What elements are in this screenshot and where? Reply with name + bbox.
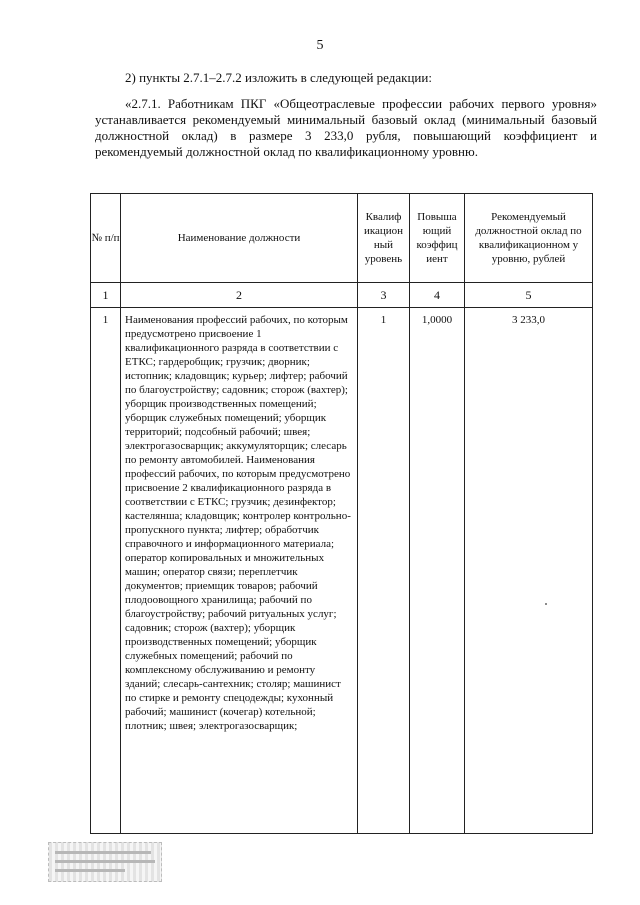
header-number: № п/п xyxy=(91,194,121,283)
row-number: 1 xyxy=(91,308,121,834)
scan-speck xyxy=(545,603,547,605)
intro-line: 2) пункты 2.7.1–2.7.2 изложить в следующей редакции: xyxy=(125,70,432,85)
column-number: 2 xyxy=(121,283,358,308)
header-coefficient: Повыша ющий коэффиц иент xyxy=(410,194,465,283)
faded-stamp xyxy=(48,842,162,882)
clause-text: «2.7.1. Работникам ПКГ «Общеотраслевые профессии рабочих первого уровня» устанавливается рекомендуемый минимальный базовый оклад (минимальный базовый должностной оклад) в размере 3 233,0 рубля, повышающий коэффициент и рекомендуемый должностной оклад по квалификационному уровню. xyxy=(95,96,597,159)
row-position-names: Наименования профессий рабочих, по которым предусмотрено присвоение 1 квалификационного разряда в соответствии с ЕТКС; гардеробщик; грузчик; дворник; истопник; кладовщик; курьер; лифтер; рабочий по благоустройству; садовник; сторож (вахтер); уборщик производственных помещений; уборщик служебных помещений; уборщик территорий; подсобный рабочий; швея; электрогазосварщик; аккумуляторщик; слесарь по ремонту автомобилей. Наименования профессий рабочих, по которым предусмотрено присвоение 2 квалификационного разряда в соответствии с ЕТКС; грузчик; дезинфектор; кастелянша; кладовщик; контролер контрольно-пропускного пункта; лифтер; обработчик справочного и информационного материала; оператор копировальных и множительных машин; оператор связи; переплетчик документов; приемщик товаров; рабочий плодоовощного хранилища; рабочий по благоустройству; рабочий ритуальных услуг; садовник; сторож (вахтер); уборщик производственных помещений; уборщик служебных помещений; рабочий по комплексному обслуживанию и ремонту зданий; слесарь-сантехник; столяр; машинист по стирке и ремонту спецодежды; кухонный рабочий; машинист (кочегар) котельной; плотник; швея; электрогазосварщик; xyxy=(121,308,358,834)
page-number: 5 xyxy=(316,38,324,53)
row-salary: 3 233,0 xyxy=(465,308,593,834)
stamp-line xyxy=(55,851,151,854)
column-number: 5 xyxy=(465,283,593,308)
column-number-row xyxy=(91,283,593,308)
column-number: 1 xyxy=(91,283,121,308)
row-qualification-level: 1 xyxy=(358,308,410,834)
salary-table xyxy=(90,193,593,834)
header-qualification-level: Квалиф икацион ный уровень xyxy=(358,194,410,283)
column-number: 3 xyxy=(358,283,410,308)
header-position-name: Наименование должности xyxy=(121,194,358,283)
header-salary: Рекомендуемый должностной оклад по квалификационном у уровню, рублей xyxy=(465,194,593,283)
column-number: 4 xyxy=(410,283,465,308)
table-row xyxy=(91,308,593,834)
table-header-row xyxy=(91,194,593,283)
stamp-line xyxy=(55,860,155,863)
row-coefficient: 1,0000 xyxy=(410,308,465,834)
stamp-line xyxy=(55,869,125,872)
